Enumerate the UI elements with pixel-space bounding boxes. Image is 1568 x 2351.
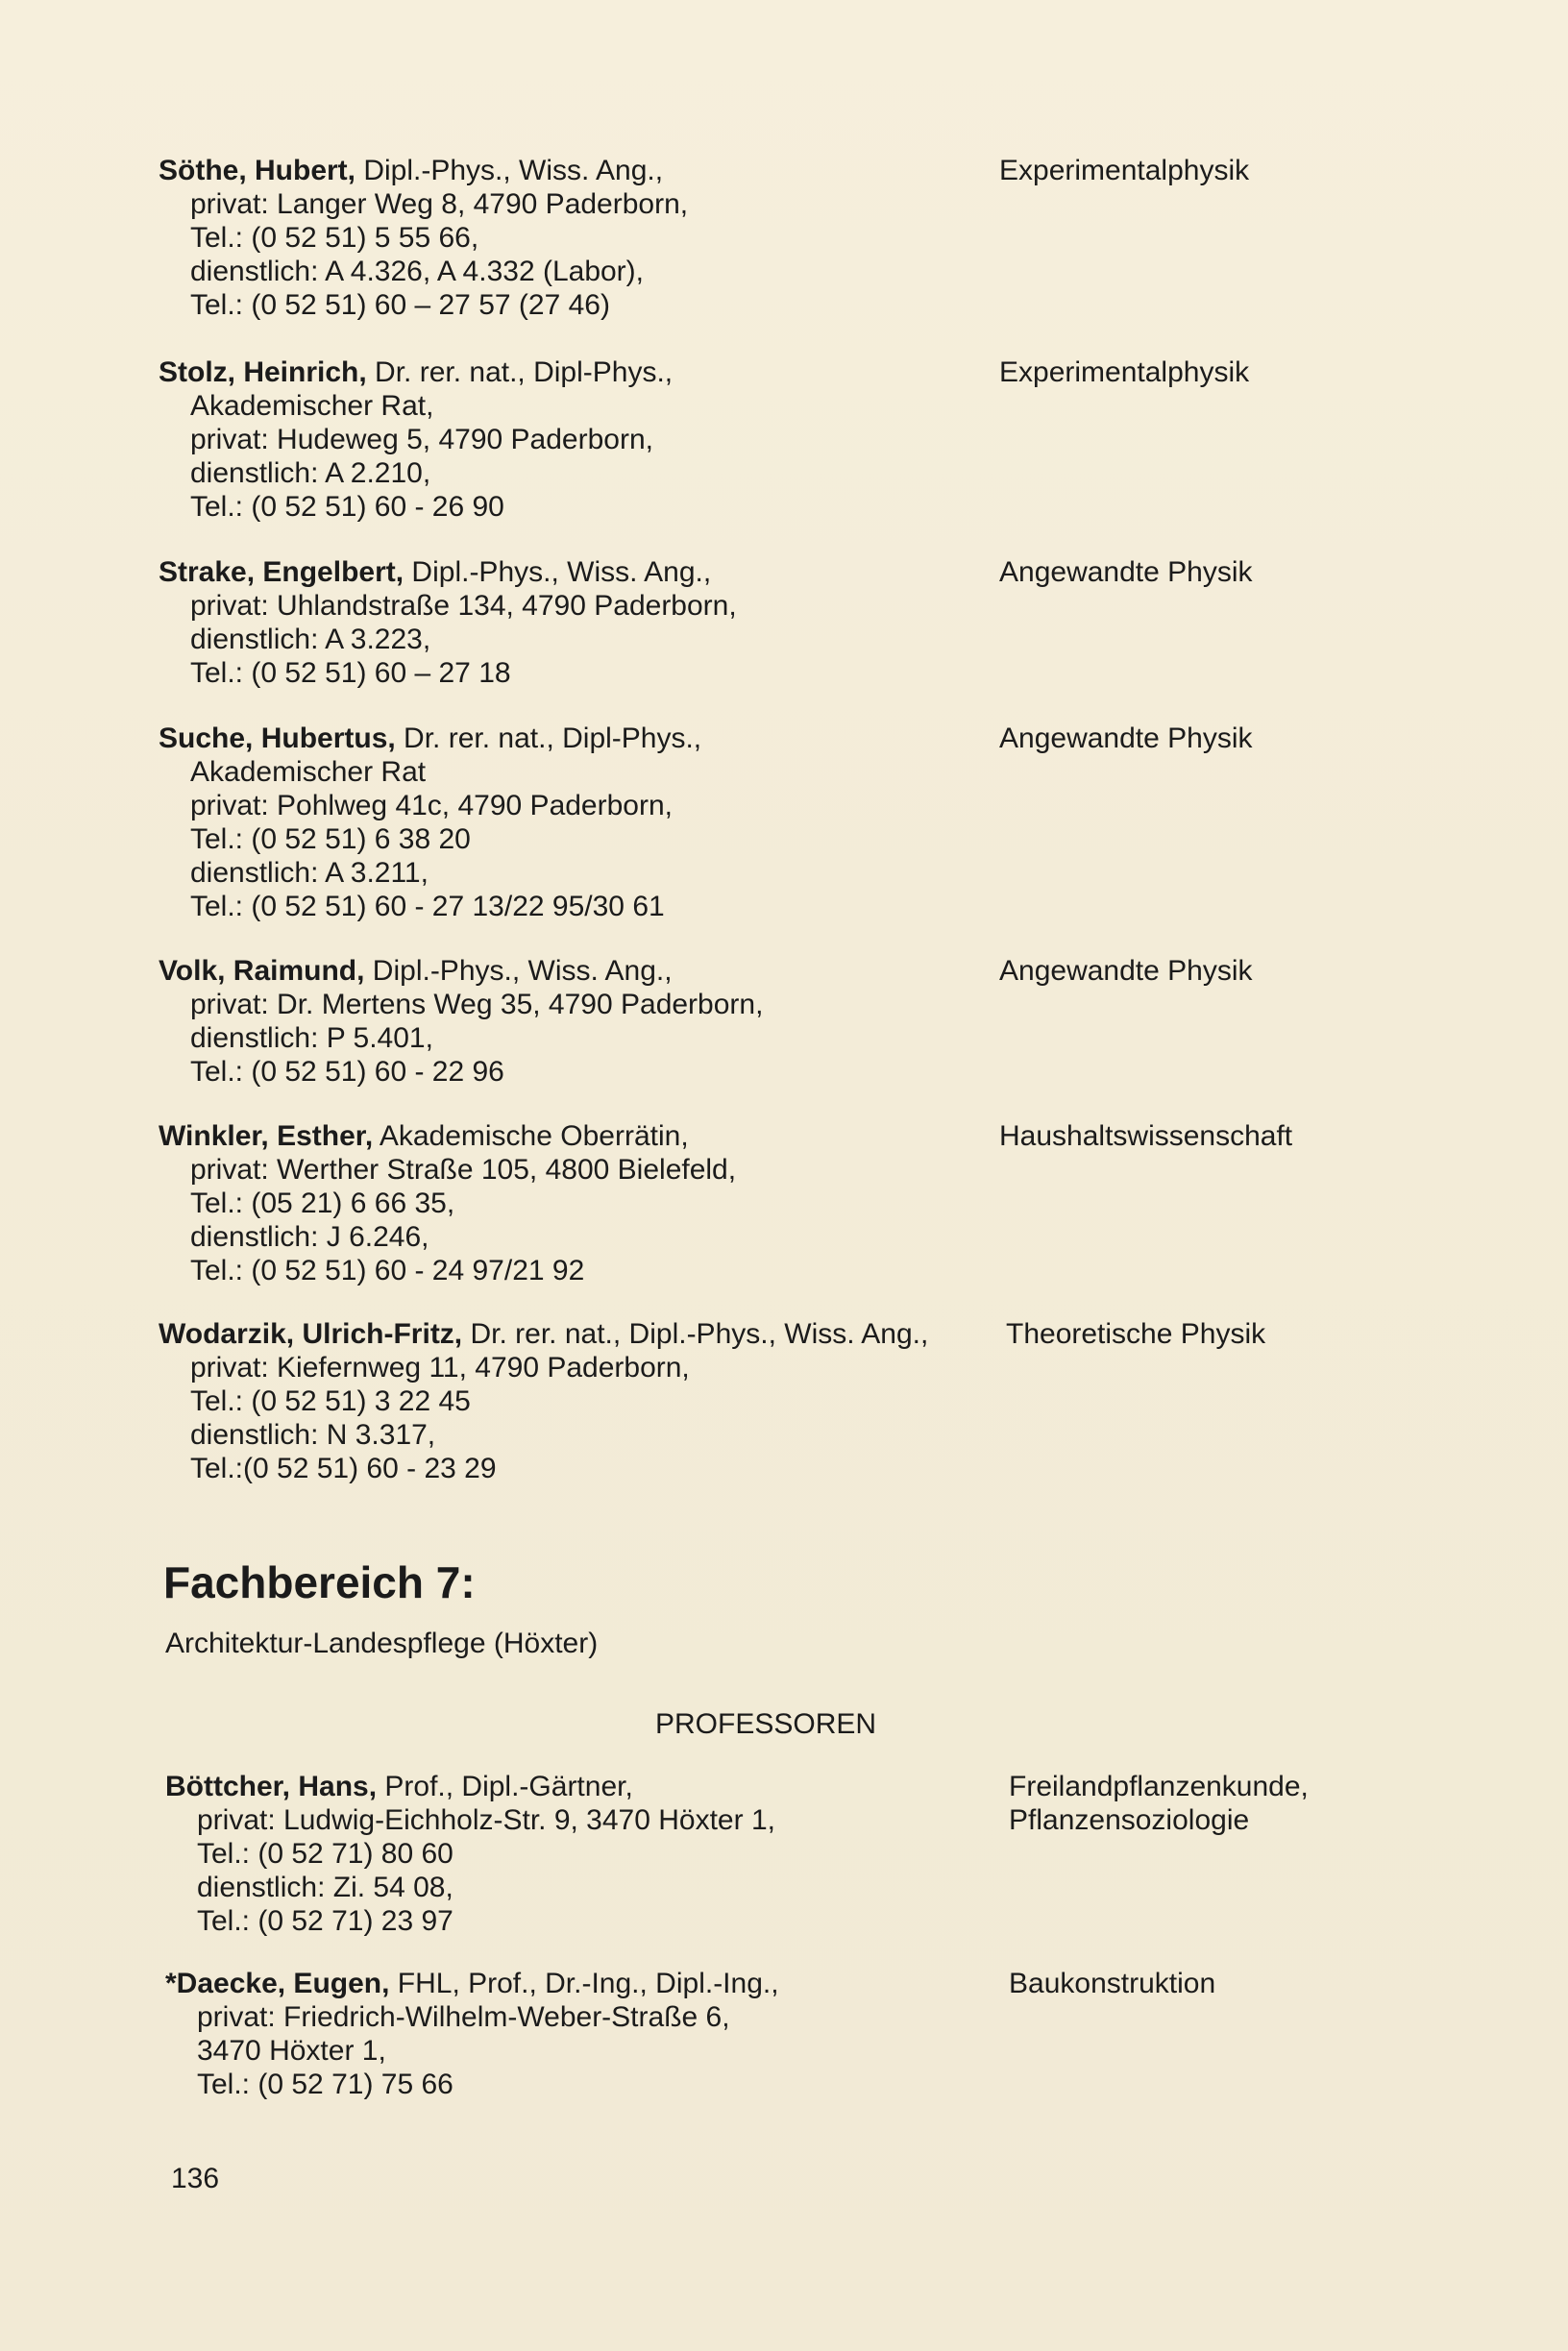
field-line: Angewandte Physik: [999, 556, 1253, 588]
entry-field: [999, 954, 1480, 988]
entry-line: privat: Kiefernweg 11, 4790 Paderborn,: [190, 1352, 690, 1384]
field-line: Angewandte Physik: [999, 722, 1253, 754]
entry-line: privat: Uhlandstraße 134, 4790 Paderborn,: [190, 590, 737, 622]
entry-line: Tel.: (0 52 51) 60 - 26 90: [190, 491, 504, 523]
entry-line: Tel.: (0 52 51) 5 55 66,: [190, 222, 479, 254]
entry-line: dienstlich: P 5.401,: [190, 1022, 433, 1054]
entry-name: Wodarzik, Ulrich-Fritz,: [159, 1318, 463, 1350]
entry-line: Tel.: (05 21) 6 66 35,: [190, 1188, 455, 1219]
entry-name: Volk, Raimund,: [159, 955, 365, 987]
entry-title: FHL, Prof., Dr.-Ing., Dipl.-Ing.,: [389, 1968, 779, 1999]
entry-title: Prof., Dipl.-Gärtner,: [377, 1771, 633, 1802]
entry-line: Akademischer Rat,: [190, 390, 434, 422]
entry-line: privat: Dr. Mertens Weg 35, 4790 Paderborn,: [190, 989, 764, 1020]
entry-heading: [159, 555, 1004, 589]
entry-field: [999, 722, 1480, 755]
entry-name: Winkler, Esther,: [159, 1120, 374, 1152]
entry-field: [999, 154, 1480, 187]
entry-line: Tel.: (0 52 71) 75 66: [197, 2069, 453, 2100]
entry-line: Tel.: (0 52 71) 23 97: [197, 1905, 453, 1937]
entry-line: privat: Pohlweg 41c, 4790 Paderborn,: [190, 790, 673, 821]
entry-line: dienstlich: A 2.210,: [190, 457, 431, 489]
field-line: Angewandte Physik: [999, 955, 1253, 987]
entry-line: Tel.: (0 52 51) 60 - 24 97/21 92: [190, 1255, 585, 1286]
entry-line: Tel.: (0 52 71) 80 60: [197, 1838, 453, 1870]
entry-field: [999, 555, 1480, 589]
entry-name: Söthe, Hubert,: [159, 155, 356, 186]
page-number: 136: [171, 2163, 220, 2194]
entry-title: Dipl.-Phys., Wiss. Ang.,: [364, 955, 673, 987]
entry-line: privat: Hudeweg 5, 4790 Paderborn,: [190, 424, 653, 455]
entry-heading: [159, 1119, 1004, 1153]
field-line: Experimentalphysik: [999, 356, 1250, 388]
entry-heading: [159, 355, 1004, 389]
entry-field: [1009, 1967, 1489, 2000]
field-line: Theoretische Physik: [1006, 1318, 1266, 1350]
entry-field: [1009, 1770, 1489, 1837]
entry-heading: [159, 1317, 1004, 1351]
entry-line: Tel.: (0 52 51) 3 22 45: [190, 1385, 471, 1417]
entry-line: dienstlich: A 3.211,: [190, 857, 429, 889]
entry-title: Dr. rer. nat., Dipl.-Phys., Wiss. Ang.,: [462, 1318, 929, 1350]
field-line: Freilandpflanzenkunde,: [1009, 1771, 1309, 1802]
entry-heading: [159, 954, 1004, 988]
entry-line: privat: Ludwig-Eichholz-Str. 9, 3470 Höxter 1,: [197, 1804, 775, 1836]
entry-line: Tel.: (0 52 51) 60 - 22 96: [190, 1056, 504, 1088]
entry-line: dienstlich: Zi. 54 08,: [197, 1872, 453, 1903]
entry-line: dienstlich: J 6.246,: [190, 1221, 429, 1253]
entry-line: dienstlich: A 4.326, A 4.332 (Labor),: [190, 256, 645, 287]
entry-name: Strake, Engelbert,: [159, 556, 404, 588]
category-heading: PROFESSOREN: [655, 1708, 877, 1740]
entry-line: Tel.: (0 52 51) 60 - 27 13/22 95/30 61: [190, 891, 665, 922]
field-line: Pflanzensoziologie: [1009, 1804, 1250, 1836]
entry-heading: [159, 154, 1004, 187]
entry-line: dienstlich: A 3.223,: [190, 624, 431, 655]
entry-heading: [165, 1770, 1011, 1803]
entry-heading: [159, 722, 1004, 755]
entry-field: [999, 355, 1480, 389]
entry-line: privat: Langer Weg 8, 4790 Paderborn,: [190, 188, 689, 220]
entry-line: privat: Friedrich-Wilhelm-Weber-Straße 6,: [197, 2001, 730, 2033]
entry-line: privat: Werther Straße 105, 4800 Bielefeld,: [190, 1154, 737, 1186]
entry-name: Stolz, Heinrich,: [159, 356, 367, 388]
entry-field: [1006, 1317, 1486, 1351]
section-title: Fachbereich 7:: [163, 1557, 476, 1607]
entry-title: Dr. rer. nat., Dipl-Phys.,: [366, 356, 674, 388]
entry-title: Dipl.-Phys., Wiss. Ang.,: [404, 556, 712, 588]
entry-line: dienstlich: N 3.317,: [190, 1419, 436, 1451]
entry-line: Tel.:(0 52 51) 60 - 23 29: [190, 1453, 497, 1484]
entry-title: Dipl.-Phys., Wiss. Ang.,: [355, 155, 664, 186]
entry-line: Akademischer Rat: [190, 756, 427, 788]
entry-title: Akademische Oberrätin,: [373, 1120, 689, 1152]
section-subtitle: Architektur-Landespflege (Höxter): [165, 1628, 599, 1659]
entry-heading: [165, 1967, 1011, 2000]
entry-line: Tel.: (0 52 51) 6 38 20: [190, 823, 471, 855]
entry-line: 3470 Höxter 1,: [197, 2035, 386, 2067]
entry-title: Dr. rer. nat., Dipl-Phys.,: [395, 722, 702, 754]
field-line: Haushaltswissenschaft: [999, 1120, 1293, 1152]
entry-name: *Daecke, Eugen,: [165, 1968, 390, 1999]
entry-line: Tel.: (0 52 51) 60 – 27 57 (27 46): [190, 289, 610, 321]
entry-name: Böttcher, Hans,: [165, 1771, 378, 1802]
field-line: Experimentalphysik: [999, 155, 1250, 186]
entry-name: Suche, Hubertus,: [159, 722, 396, 754]
entry-field: [999, 1119, 1480, 1153]
field-line: Baukonstruktion: [1009, 1968, 1216, 1999]
entry-line: Tel.: (0 52 51) 60 – 27 18: [190, 657, 511, 689]
